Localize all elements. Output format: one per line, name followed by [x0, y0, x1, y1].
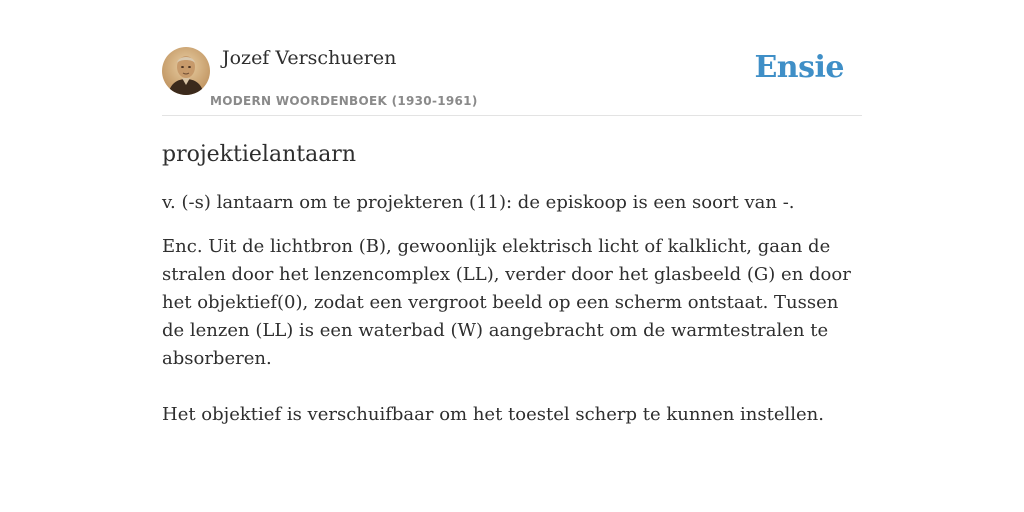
entry-encyclopedia-text: Enc. Uit de lichtbron (B), gewoonlijk elektrisch licht of kalklicht, gaan de stralen door het lenzencomplex (LL), verder door het glasbeeld (G) en door het objektief(0), zodat een vergroot beeld op een scherm ontstaat. Tussen de lenzen (LL) is een waterbad (W) aangebracht om de warmtestralen te absorberen.	[162, 236, 851, 369]
portrait-photo-icon	[162, 47, 210, 95]
author-name[interactable]: Jozef Verschueren	[222, 47, 397, 69]
entry-header	[162, 44, 862, 116]
author-avatar[interactable]	[162, 47, 210, 95]
source-title[interactable]: MODERN WOORDENBOEK (1930-1961)	[210, 94, 478, 108]
entry-definition: v. (-s) lantaarn om te projekteren (11): de episkoop is een soort van -.	[162, 192, 795, 213]
entry-card	[162, 44, 862, 429]
ensie-logo-link[interactable]: Ensie	[754, 50, 844, 85]
entry-term: projektielantaarn	[162, 142, 356, 167]
entry-note: Het objektief is verschuifbaar om het toestel scherp te kunnen instellen.	[162, 404, 824, 425]
